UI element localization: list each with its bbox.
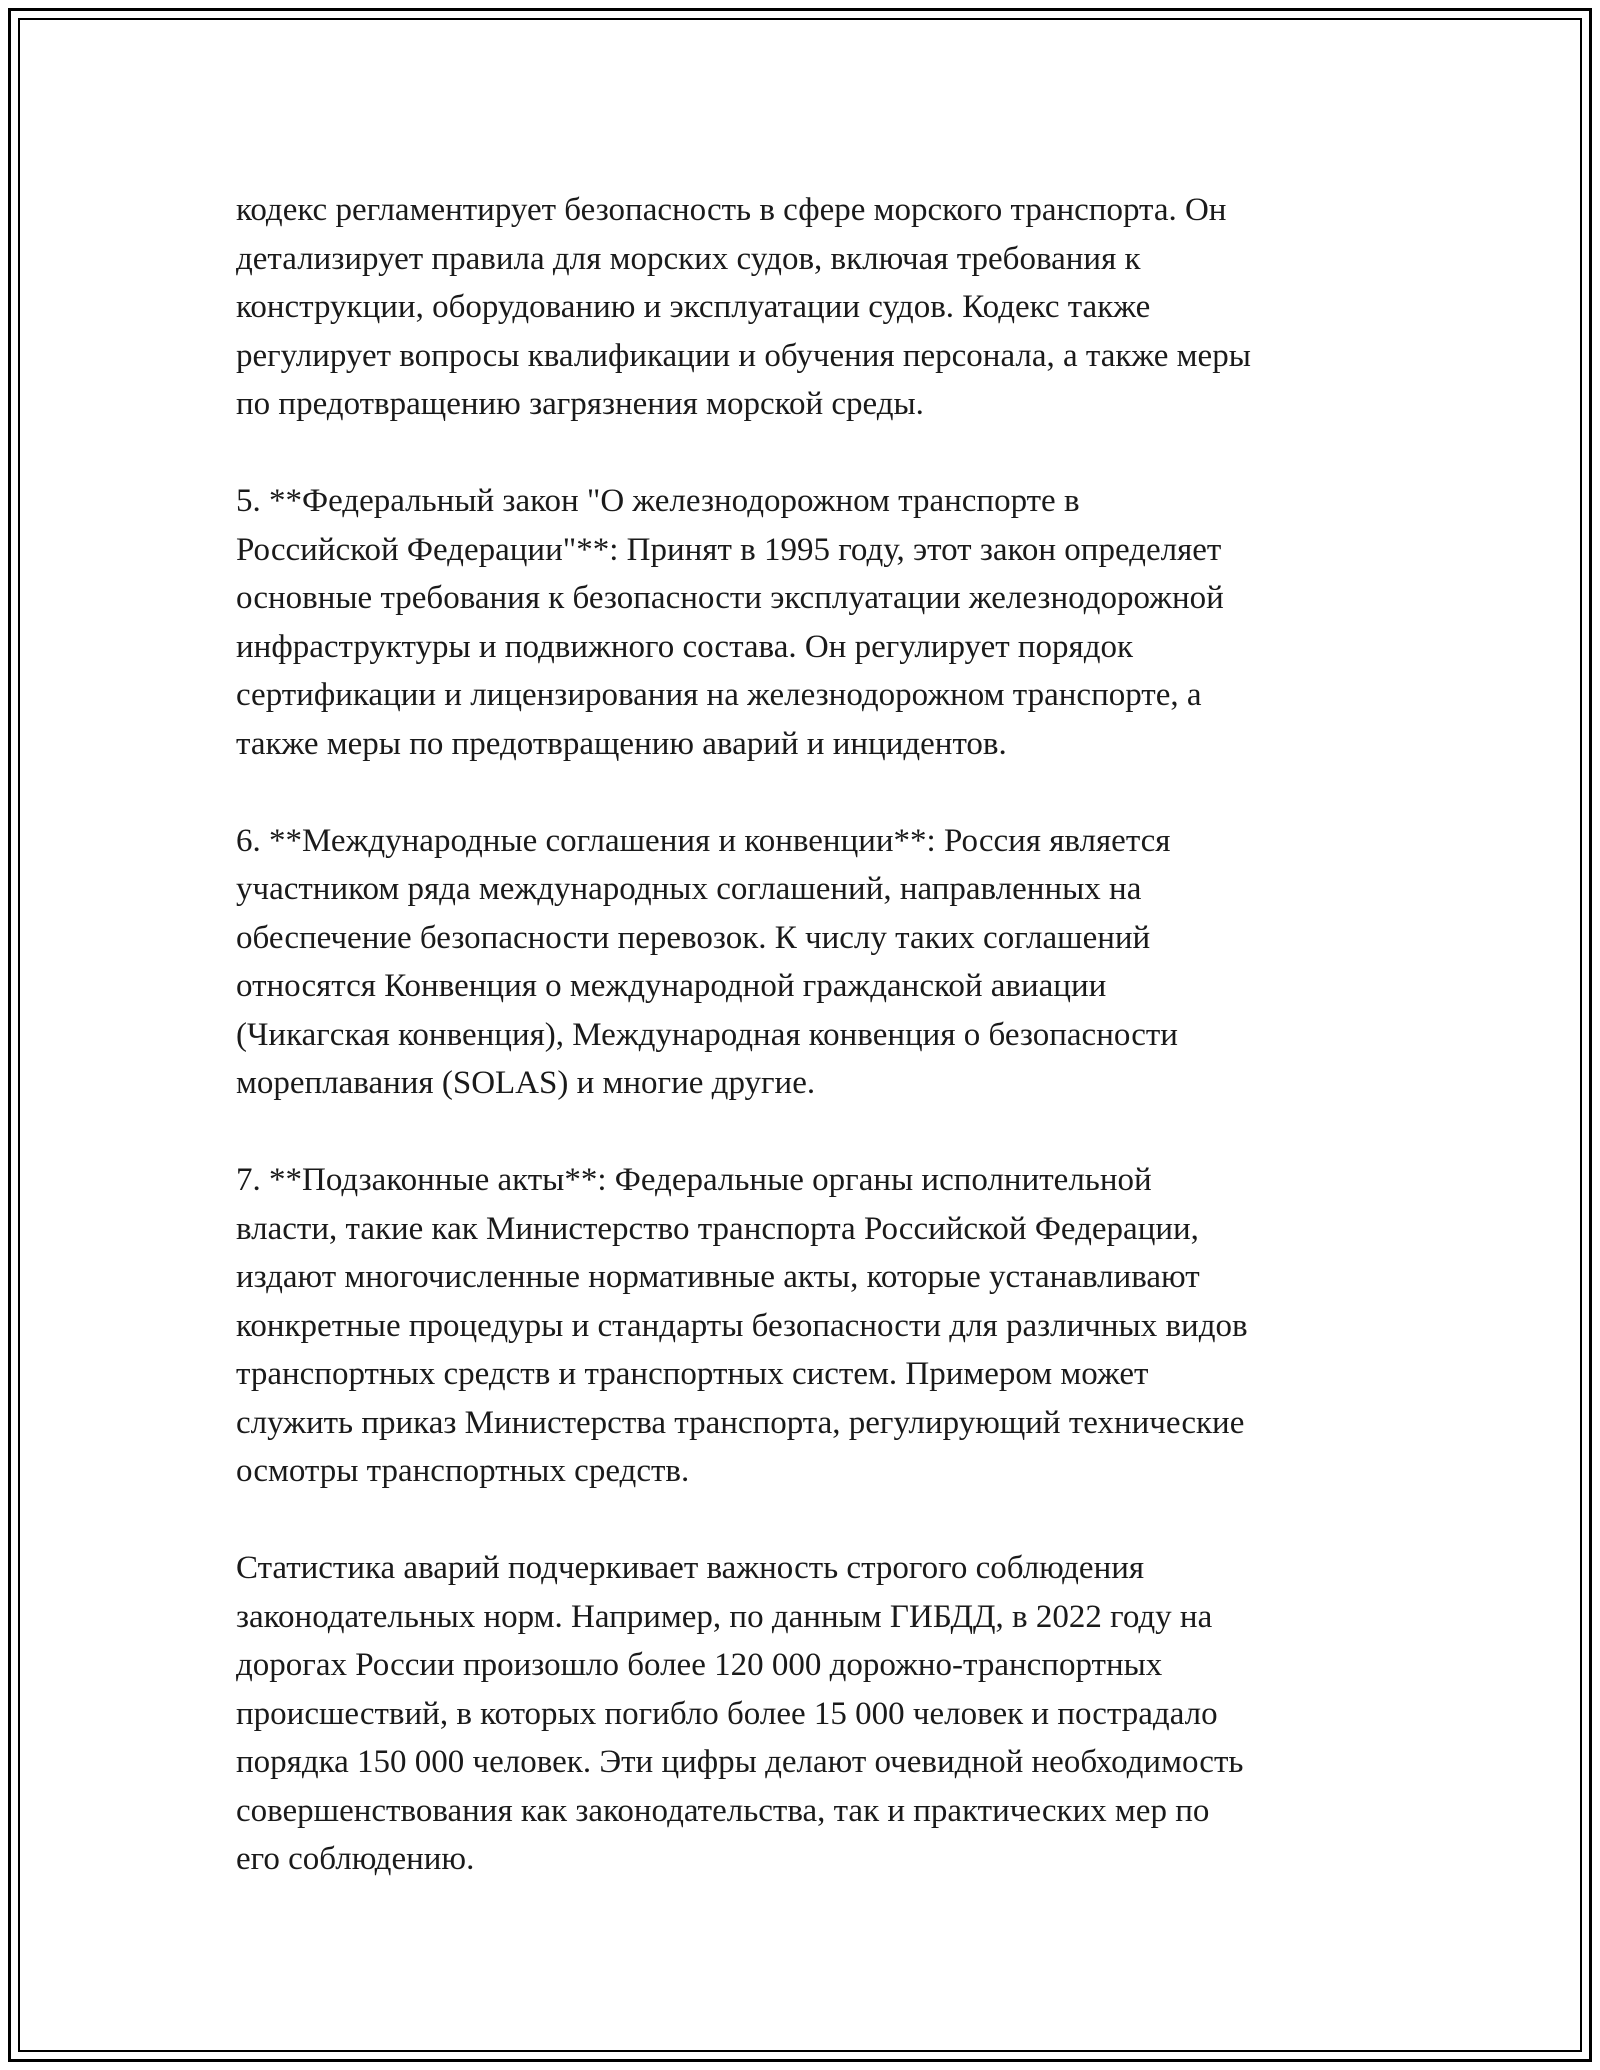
paragraph-bylaws: 7. **Подзаконные акты**: Федеральные органы исполнительной власти, такие как Министерство транспорта Российской Федерации, издают многочисленные нормативные акты, которые устанавливают конкретные процедуры и стандарты безопасности для различных видов транспортных средств и транспортных систем. Примером может служить приказ Министерства транспорта, регулирующий технические осмотры транспортных средств. bbox=[236, 1162, 1248, 1489]
paragraph-accident-statistics: Статистика аварий подчеркивает важность строгого соблюдения законодательных норм. Например, по данным ГИБДД, в 2022 году на дорогах России произошло более 120 000 дорожно-транспортных происшествий, в которых погибло более 15 000 человек и пострадало порядка 150 000 человек. Эти цифры делают очевидной необходимость совершенствования как законодательства, так и практических мер по его соблюдению. bbox=[236, 1550, 1244, 1877]
paragraph-maritime-code: кодекс регламентирует безопасность в сфере морского транспорта. Он детализирует правила для морских судов, включая требования к конструкции, оборудованию и эксплуатации судов. Кодекс также регулирует вопросы квалификации и обучения персонала, а также меры по предотвращению загрязнения морской среды. bbox=[236, 192, 1251, 422]
document-body bbox=[236, 186, 1396, 1884]
paragraph-international-agreements: 6. **Международные соглашения и конвенции**: Россия является участником ряда международных соглашений, направленных на обеспечение безопасности перевозок. К числу таких соглашений относятся Конвенция о международной гражданской авиации (Чикагская конвенция), Международная конвенция о безопасности мореплавания (SOLAS) и многие другие. bbox=[236, 822, 1178, 1101]
paragraph-railway-law: 5. **Федеральный закон "О железнодорожном транспорте в Российской Федерации"**: Принят в 1995 году, этот закон определяет основные требования к безопасности эксплуатации железнодорожной инфраструктуры и подвижного состава. Он регулирует порядок сертификации и лицензирования на железнодорожном транспорте, а также меры по предотвращению аварий и инцидентов. bbox=[236, 483, 1224, 762]
